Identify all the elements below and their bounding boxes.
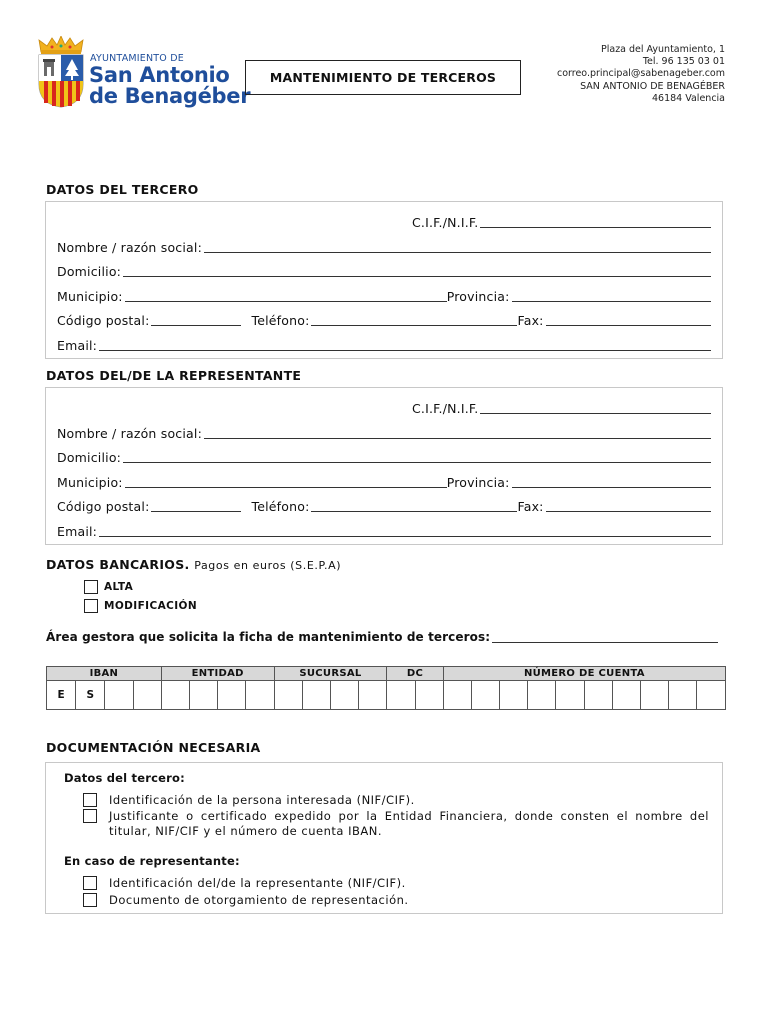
provincia-label: Provincia: — [446, 475, 510, 490]
tercero-nombre-field[interactable] — [204, 241, 711, 253]
iban-header: IBAN — [47, 667, 162, 681]
cuenta-digit-cell[interactable] — [528, 681, 556, 710]
address-postal: 46184 Valencia — [651, 92, 725, 104]
iban-digit-cell[interactable] — [133, 681, 161, 710]
alta-checkbox[interactable] — [84, 580, 98, 594]
email-label: Email: — [57, 338, 98, 353]
doc-tercero-subheading: Datos del tercero: — [64, 771, 185, 785]
doc-item-label: Justificante o certificado expedido por la Entidad Financiera, donde consten el nombre del titular, NIF/CIF y el número de cuenta IBAN. — [109, 809, 709, 838]
tercero-municipio-row — [57, 288, 711, 304]
telefono-label: Teléfono: — [251, 499, 310, 514]
address-phone: Tel. 96 135 03 01 — [642, 56, 725, 68]
section-heading-tercero: DATOS DEL TERCERO — [46, 182, 199, 197]
iban-prefix-e: E — [47, 681, 76, 710]
section-heading-bancarios — [46, 557, 341, 572]
alta-label: ALTA — [104, 581, 134, 593]
address-line: Plaza del Ayuntamiento, 1 — [601, 44, 725, 55]
nombre-label: Nombre / razón social: — [57, 426, 202, 441]
rep-telefono-field[interactable] — [311, 500, 517, 512]
brand-name-line2: de Benagéber — [89, 84, 251, 108]
tercero-cif-row — [412, 214, 711, 230]
cif-label: C.I.F./N.I.F. — [412, 215, 479, 230]
dc-digit-cell[interactable] — [415, 681, 443, 710]
entidad-digit-cell[interactable] — [190, 681, 218, 710]
bancarios-heading: DATOS BANCARIOS. — [46, 557, 190, 572]
rep-email-field[interactable] — [99, 525, 711, 537]
crown-icon — [38, 36, 84, 54]
fax-label: Fax: — [517, 499, 544, 514]
entidad-digit-cell[interactable] — [246, 681, 274, 710]
rep-cp-row — [57, 498, 711, 514]
rep-municipio-row — [57, 474, 711, 490]
tercero-box — [45, 201, 723, 359]
tercero-fax-field[interactable] — [546, 314, 711, 326]
entidad-digit-cell[interactable] — [218, 681, 246, 710]
doc-checkbox[interactable] — [83, 809, 97, 823]
municipio-label: Municipio: — [57, 289, 123, 304]
cuenta-digit-cell[interactable] — [612, 681, 640, 710]
iban-digit-cell[interactable] — [105, 681, 133, 710]
rep-cif-row — [412, 400, 711, 416]
bancarios-subheading: Pagos en euros (S.E.P.A) — [194, 559, 342, 572]
sucursal-digit-cell[interactable] — [359, 681, 387, 710]
domicilio-label: Domicilio: — [57, 264, 122, 279]
doc-item[interactable] — [83, 809, 709, 839]
doc-checkbox[interactable] — [83, 893, 97, 907]
tercero-domicilio-field[interactable] — [123, 265, 711, 277]
municipio-label: Municipio: — [57, 475, 123, 490]
cuenta-digit-cell[interactable] — [443, 681, 471, 710]
tercero-municipio-field[interactable] — [125, 290, 447, 302]
modificacion-label: MODIFICACIÓN — [104, 600, 198, 612]
alta-option[interactable] — [84, 580, 133, 594]
tercero-email-row — [57, 337, 711, 353]
cuenta-digit-cell[interactable] — [500, 681, 528, 710]
tercero-cp-field[interactable] — [151, 314, 241, 326]
dc-header: DC — [387, 667, 443, 681]
rep-nombre-field[interactable] — [204, 427, 711, 439]
doc-item-label: Identificación de la persona interesada (NIF/CIF). — [109, 793, 415, 807]
brand-subtitle: AYUNTAMIENTO DE — [90, 53, 184, 64]
cuenta-digit-cell[interactable] — [584, 681, 612, 710]
rep-cif-field[interactable] — [480, 402, 711, 414]
rep-nombre-row — [57, 425, 711, 441]
bank-table-header — [47, 667, 726, 681]
nombre-label: Nombre / razón social: — [57, 240, 202, 255]
sucursal-digit-cell[interactable] — [302, 681, 330, 710]
doc-item[interactable] — [83, 793, 709, 808]
modificacion-option[interactable] — [84, 599, 197, 613]
sucursal-digit-cell[interactable] — [274, 681, 302, 710]
address-town: SAN ANTONIO DE BENAGÉBER — [580, 80, 725, 92]
bank-table-row — [47, 681, 726, 710]
tercero-provincia-field[interactable] — [512, 290, 711, 302]
domicilio-label: Domicilio: — [57, 450, 122, 465]
doc-item-label: Documento de otorgamiento de representación. — [109, 893, 409, 907]
cuenta-digit-cell[interactable] — [641, 681, 669, 710]
entidad-header: ENTIDAD — [161, 667, 274, 681]
rep-cp-field[interactable] — [151, 500, 241, 512]
doc-rep-subheading: En caso de representante: — [64, 854, 240, 868]
coat-of-arms-icon — [38, 54, 84, 108]
cp-label: Código postal: — [57, 313, 150, 328]
cuenta-digit-cell[interactable] — [669, 681, 697, 710]
doc-item[interactable] — [83, 876, 709, 891]
modificacion-checkbox[interactable] — [84, 599, 98, 613]
rep-email-row — [57, 523, 711, 539]
fax-label: Fax: — [517, 313, 544, 328]
rep-fax-field[interactable] — [546, 500, 711, 512]
documentacion-box — [45, 762, 723, 914]
tercero-email-field[interactable] — [99, 339, 711, 351]
doc-item[interactable] — [83, 893, 709, 908]
cp-label: Código postal: — [57, 499, 150, 514]
sucursal-header: SUCURSAL — [274, 667, 387, 681]
doc-checkbox[interactable] — [83, 876, 97, 890]
tercero-cp-row — [57, 312, 711, 328]
numero-cuenta-header: NÚMERO DE CUENTA — [443, 667, 725, 681]
form-title: MANTENIMIENTO DE TERCEROS — [245, 60, 521, 95]
area-gestora-label: Área gestora que solicita la ficha de mantenimiento de terceros: — [46, 630, 491, 644]
telefono-label: Teléfono: — [251, 313, 310, 328]
cif-label: C.I.F./N.I.F. — [412, 401, 479, 416]
bank-account-table — [46, 666, 726, 710]
entidad-digit-cell[interactable] — [161, 681, 189, 710]
doc-checkbox[interactable] — [83, 793, 97, 807]
address-email: correo.principal@sabenageber.com — [556, 68, 725, 80]
doc-item-label: Identificación del/de la representante (NIF/CIF). — [109, 876, 406, 890]
cuenta-digit-cell[interactable] — [556, 681, 584, 710]
sucursal-digit-cell[interactable] — [330, 681, 358, 710]
email-label: Email: — [57, 524, 98, 539]
iban-prefix-s: S — [76, 681, 105, 710]
provincia-label: Provincia: — [446, 289, 510, 304]
rep-domicilio-field[interactable] — [123, 451, 711, 463]
tercero-telefono-field[interactable] — [311, 314, 517, 326]
rep-domicilio-row — [57, 449, 711, 465]
tercero-cif-field[interactable] — [480, 216, 711, 228]
tercero-domicilio-row — [57, 263, 711, 279]
section-heading-representante: DATOS DEL/DE LA REPRESENTANTE — [46, 368, 302, 383]
area-gestora-field[interactable] — [492, 631, 718, 643]
area-gestora-row — [46, 630, 718, 644]
dc-digit-cell[interactable] — [387, 681, 415, 710]
rep-provincia-field[interactable] — [512, 476, 711, 488]
brand-name-line1: San Antonio — [89, 63, 230, 87]
contact-address — [557, 44, 725, 105]
cuenta-digit-cell[interactable] — [471, 681, 499, 710]
rep-municipio-field[interactable] — [125, 476, 447, 488]
municipal-logo — [34, 36, 251, 108]
section-heading-documentacion: DOCUMENTACIÓN NECESARIA — [46, 740, 261, 755]
representante-box — [45, 387, 723, 545]
cuenta-digit-cell[interactable] — [697, 681, 726, 710]
tercero-nombre-row — [57, 239, 711, 255]
